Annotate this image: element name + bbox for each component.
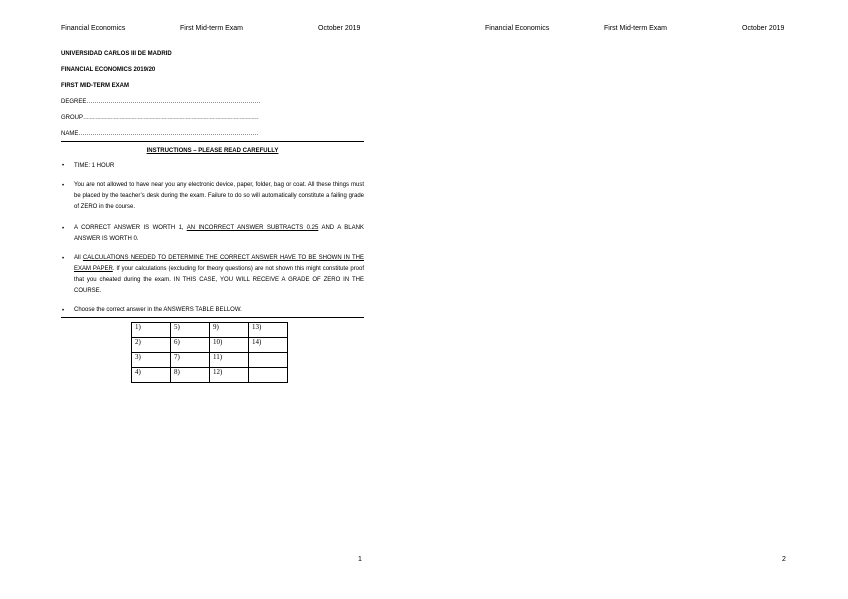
answer-cell: 12) <box>210 368 249 383</box>
instructions-title: INSTRUCTIONS – PLEASE READ CAREFULLY <box>146 148 279 154</box>
university-name: UNIVERSIDAD CARLOS III DE MADRID <box>61 51 172 57</box>
instruction-devices: You are not allowed to have near you any electronic device, paper, folder, bag or coat. All these things must be placed by the teacher’s desk during the exam. Failure to do so will automatically constitute a failing grade of ZERO in the course. <box>74 182 364 210</box>
table-row <box>132 353 288 368</box>
answer-cell: 8) <box>171 368 210 383</box>
table-row <box>132 323 288 338</box>
instruction-choose: Choose the correct answer in the ANSWERS TABLE BELLOW. <box>74 307 242 313</box>
group-field: GROUP……………………………………………………………………………. <box>61 115 259 121</box>
answer-cell: 13) <box>249 323 288 338</box>
header-date: October 2019 <box>318 25 361 32</box>
answer-cell: 1) <box>132 323 171 338</box>
header-exam: First Mid-term Exam <box>180 25 243 32</box>
answer-cell: 9) <box>210 323 249 338</box>
bottom-divider <box>61 317 364 318</box>
answer-cell: 3) <box>132 353 171 368</box>
answer-cell: 14) <box>249 338 288 353</box>
instruction-scoring: A CORRECT ANSWER IS WORTH 1, AN INCORRECT ANSWER SUBTRACTS 0.25 AND A BLANK ANSWER IS WORTH 0. <box>74 225 364 242</box>
table-row <box>132 368 288 383</box>
degree-field: DEGREE…………………………………………………………………………… <box>61 99 261 105</box>
page-number: 2 <box>782 556 786 563</box>
bullet-icon: • <box>62 308 65 314</box>
bullet-icon: • <box>62 183 65 189</box>
top-divider <box>61 141 364 142</box>
page-number: 1 <box>358 556 362 563</box>
exam-title: FIRST MID-TERM EXAM <box>61 83 129 89</box>
header-course: Financial Economics <box>61 25 126 32</box>
answer-cell <box>249 368 288 383</box>
exam-page-2 <box>424 0 848 599</box>
answer-cell: 2) <box>132 338 171 353</box>
name-field: NAME……………………………………………………………………………… <box>61 131 259 137</box>
answer-cell: 7) <box>171 353 210 368</box>
answer-cell: 4) <box>132 368 171 383</box>
header-date: October 2019 <box>742 25 785 32</box>
answer-cell: 5) <box>171 323 210 338</box>
answer-cell: 11) <box>210 353 249 368</box>
bullet-icon: • <box>62 226 65 232</box>
header-course: Financial Economics <box>485 25 550 32</box>
instruction-time: TIME: 1 HOUR <box>74 163 115 169</box>
bullet-icon: • <box>62 163 65 169</box>
bullet-icon: • <box>62 256 65 262</box>
instruction-calculations: All CALCULATIONS NEEDED TO DETERMINE THE CORRECT ANSWER HAVE TO BE SHOWN IN THE EXAM PAPER. If your calculations (excluding for theory questions) are not shown this might constitute proof that you cheated during the exam. IN THIS CASE, YOU WILL RECEIVE A GRADE OF ZERO IN THE COURSE. <box>74 255 364 294</box>
table-row <box>132 338 288 353</box>
answer-cell: 10) <box>210 338 249 353</box>
answer-cell <box>249 353 288 368</box>
course-year: FINANCIAL ECONOMICS 2019/20 <box>61 67 156 73</box>
answers-table <box>131 322 288 383</box>
answer-cell: 6) <box>171 338 210 353</box>
header-exam: First Mid-term Exam <box>604 25 667 32</box>
